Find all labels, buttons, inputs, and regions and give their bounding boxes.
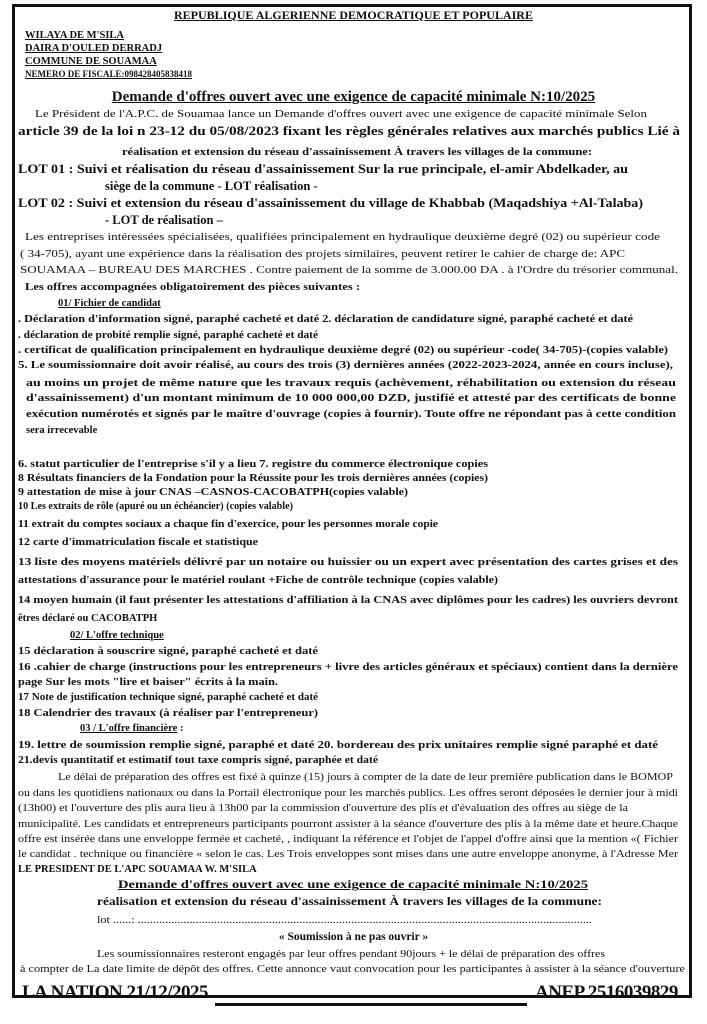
requirement-line: 10 Les extraits de rôle (apuré ou un échéancier) (copies valable) <box>18 501 293 512</box>
requirement-line: sera irrecevable <box>26 425 98 436</box>
financial-requirement-line: 19. lettre de soumission remplie signé, paraphé et daté 20. bordereau des prix unitaires remplie signé paraphé et daté <box>18 740 658 751</box>
requirement-line: attestations d'assurance pour le matériel roulant +Fiche de contrôle technique (copies valable) <box>18 575 498 586</box>
technical-requirement-line: 15 déclaration à souscrire signé, paraphé cacheté et daté <box>18 646 318 657</box>
eligibility-line: ( 34-705), ayant une expérience dans la réalisation des projets similaires, peuvent retirer le cahier de charge de: APC <box>20 249 625 260</box>
envelope-validity: Les soumissionnaires resteront engagés par leur offres pendant 90jours + le délai de préparation des offres <box>97 949 605 960</box>
conditions-line: Le délai de préparation des offres est fixé à quinze (15) jours à compter de la date de leur première publication dans le BOMOP <box>58 772 673 783</box>
requirement-line: . Déclaration d'information signé, paraphé cacheté et daté 2. déclaration de candidature signé, paraphé cacheté et daté <box>18 314 633 325</box>
conditions-line: (13h00) et l'ouverture des plis aura lieu à 13h00 par la commission d'ouverture des plis et d'évaluation des offres au siège de la <box>18 803 628 814</box>
financial-requirement-line: 21.devis quantitatif et estimatif tout taxe compris signé, paraphée et daté <box>18 755 378 766</box>
requirement-line: 11 extrait du comptes sociaux a chaque fin d'exercice, pour les personnes morale copie <box>18 519 438 530</box>
requirement-line: 6. statut particulier de l'entreprise s'il y a lieu 7. registre du commerce électronique copies <box>18 459 488 470</box>
footer-rule <box>215 1003 527 1006</box>
envelope-lot-line: lot ......: ..................................................................................................................................................... <box>97 915 592 926</box>
lot-01: LOT 01 : Suivi et réalisation du réseau d'assainissement Sur la rue principale, el-amir Abdelkader, au <box>18 162 628 176</box>
newspaper-date: LA NATION 21/12/2025 <box>22 982 209 1003</box>
requirement-line: 8 Résultats financiers de la Fondation pour la Réussite pour les trois dernières années (copies) <box>18 473 488 484</box>
requirement-line: 12 carte d'immatriculation fiscale et statistique <box>18 537 258 548</box>
envelope-title: Demande d'offres ouvert avec une exigence de capacité minimale N:10/2025 <box>118 879 588 891</box>
envelope-convocation: à compter de La date limite de dépôt des offres. Cette annonce vaut convocation pour les participantes à assister à la séance d'ouverture <box>20 964 685 975</box>
intro-line: article 39 de la loi n 23-12 du 05/08/2023 fixant les règles générales relatives aux marchés publics Lié à <box>18 124 680 138</box>
wilaya: WILAYA DE M'SILA <box>25 30 125 41</box>
pieces-heading: Les offres accompagnées obligatoirement des pièces suivantes : <box>25 282 360 293</box>
conditions-line: le candidat . technique ou financière « selon le cas. Les Trois enveloppes sont mises dans une autre enveloppe anonyme, à l'Adresse Mer <box>18 849 678 860</box>
section-3-heading: 03 / L'offre financière <box>80 723 178 734</box>
requirement-line: 14 moyen humain (il faut présenter les attestations d'affiliation à la CNAS avec diplômes pour les cadres) les ouvriers devront <box>18 595 678 606</box>
requirement-line: . certificat de qualification principalement en hydraulique deuxième degré (02) ou supérieur -code( 34-705)-(copies valable) <box>18 345 668 356</box>
lot-02-cont: - LOT de réalisation – <box>105 213 223 227</box>
technical-requirement-line: 18 Calendrier des travaux (à réaliser par l'entrepreneur) <box>18 708 318 719</box>
section-3-colon: : <box>177 723 184 734</box>
conditions-line: ou dans les quotidiens nationaux ou dans la Portail électronique pour les marchés publics. Les offres seront déposées le dernier jour à midi <box>18 788 678 799</box>
intro-line: réalisation et extension du réseau d'assainissement À travers les villages de la commune: <box>122 147 592 158</box>
requirement-line: 5. Le soumissionnaire doit avoir réalisé, au cours des trois (3) dernières années (2022-2023-2024, année en cours incluse), <box>18 360 673 371</box>
section-1-heading: 01/ Fichier de candidat <box>58 298 161 309</box>
requirement-line: exécution numérotés et signés par le maître d'ouvrage (copies à fournir). Toute offre ne répondant pas à cette condition <box>26 409 677 420</box>
envelope-notice: « Soumission à ne pas ouvrir » <box>278 931 429 943</box>
document-title: Demande d'offres ouvert avec une exigence de capacité minimale N:10/2025 <box>111 89 596 105</box>
daira: DAIRA D'OULED DERRADJ <box>25 43 163 54</box>
addressee: LE PRESIDENT DE L'APC SOUAMAA W. M'SILA <box>18 864 257 875</box>
republic-header: REPUBLIQUE ALGERIENNE DEMOCRATIQUE ET POPULAIRE <box>174 8 533 22</box>
intro-line: Le Président de l'A.P.C. de Souamaa lance un Demande d'offres ouvert avec une exigence de capacité minimale Selon <box>35 109 647 120</box>
technical-requirement-line: 16 .cahier de charge (instructions pour les entrepreneurs + livre des articles généraux et spéciaux) contient dans la dernière <box>18 662 678 673</box>
eligibility-line: SOUAMAA – BUREAU DES MARCHES . Contre paiement de la somme de 3.000.00 DA . à l'Ordre du trésorier communal. <box>20 265 678 276</box>
section-2-heading: 02/ L'offre technique <box>70 630 164 641</box>
envelope-object: réalisation et extension du réseau d'assainissement À travers les villages de la commune: <box>97 896 602 908</box>
requirement-line: au moins un projet de même nature que les travaux requis (achèvement, réhabilitation ou extension du réseau <box>26 378 676 389</box>
technical-requirement-line: 17 Note de justification technique signé, paraphé cacheté et daté <box>18 692 318 703</box>
fiscal-number: NEMERO DE FISCALE:098428405838418 <box>25 69 193 79</box>
lot-01-cont: siège de la commune - LOT réalisation - <box>105 179 318 193</box>
requirement-line: 9 attestation de mise à jour CNAS –CASNOS-CACOBATPH(copies valable) <box>18 487 408 498</box>
requirement-line: d'assainissement) d'un montant minimum de 10 000 000,00 DZD, justifié et attesté par des certificats de bonne <box>26 393 676 404</box>
requirement-line: 13 liste des moyens matériels délivré par un notaire ou huissier ou un expert avec présentation des cartes grises et des <box>18 557 678 568</box>
anep-reference: ANEP 2516039829 <box>535 982 678 1003</box>
conditions-line: municipalité. Les candidats et entrepreneurs participants pourront assister à la séance d'ouverture des plis à la même date et heure.Chaque <box>18 819 678 830</box>
commune: COMMUNE DE SOUAMAA <box>25 56 157 67</box>
technical-requirement-line: page Sur les mots "lire et baiser" écrits à la main. <box>18 677 278 688</box>
lot-02: LOT 02 : Suivi et extension du réseau d'assainissement du village de Khabbab (Maqadshiya +Al-Talaba) <box>18 196 643 210</box>
conditions-line: offre est insérée dans une enveloppe fermée et cacheté, , indiquant la référence et l'objet de l'appel d'offre ainsi que la mention «( Fichier <box>18 834 678 845</box>
requirement-line: . déclaration de probité remplie signé, paraphé cacheté et daté <box>18 330 318 341</box>
section-3-heading-wrap <box>80 722 183 735</box>
requirement-line: êtres déclaré ou CACOBATPH <box>18 613 158 624</box>
eligibility-line: Les entreprises intéressées spécialisées, qualifiées principalement en hydraulique deuxième degré (02) ou supérieur code <box>25 232 660 243</box>
